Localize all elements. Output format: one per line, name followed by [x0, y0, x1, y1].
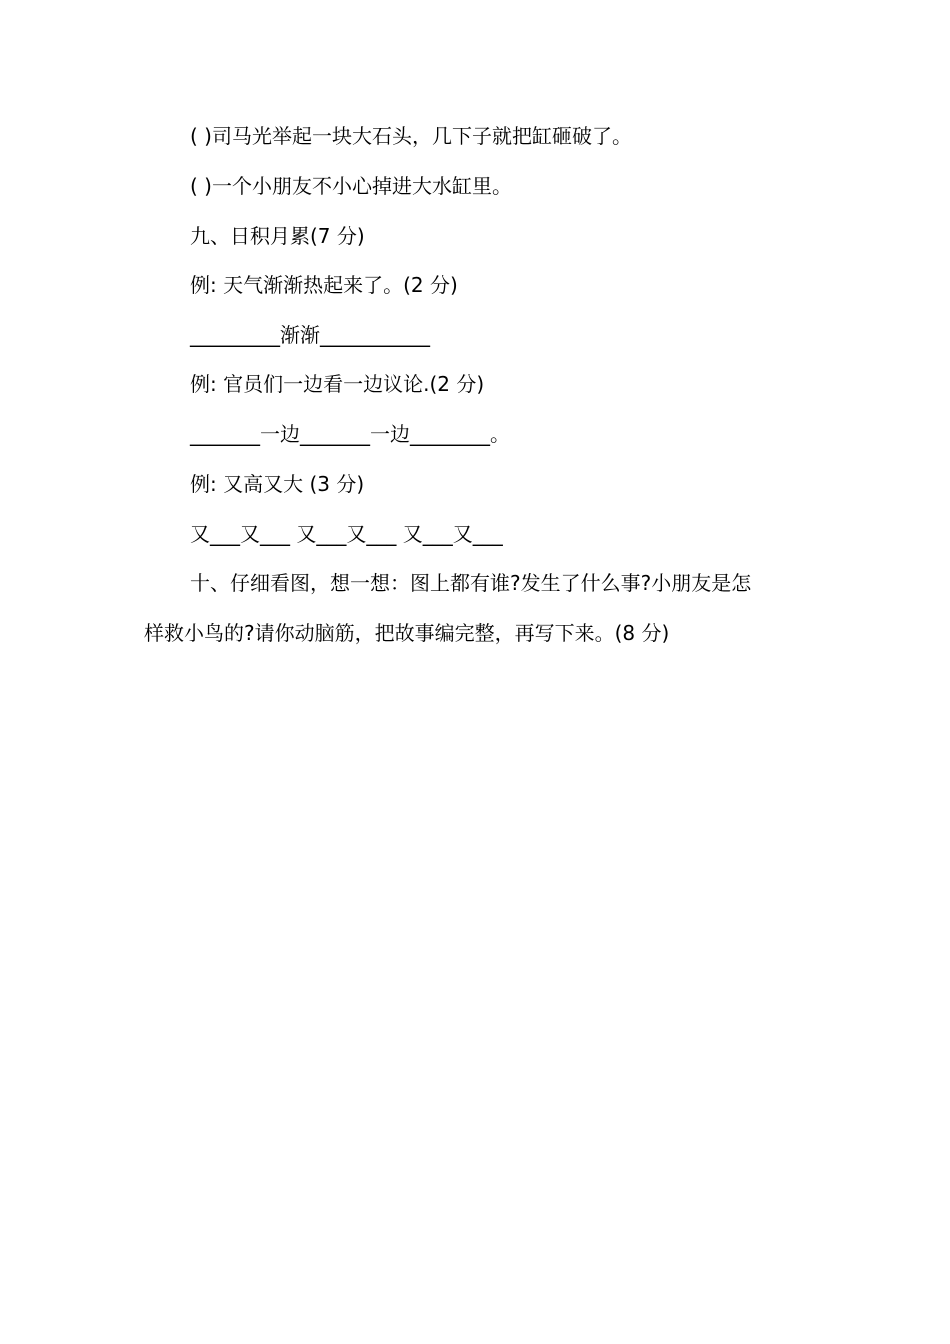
example-jianjian: 例: 天气渐渐热起来了。(2 分): [190, 273, 458, 297]
sequence-item-break-jar: ( )司马光举起一块大石头，几下子就把缸砸破了。: [190, 124, 632, 148]
section-ten-question: 十、仔细看图，想一想：图上都有谁?发生了什么事?小朋友是怎: [190, 571, 752, 595]
fill-blank-jianjian: _________渐渐___________: [190, 323, 430, 347]
section-nine-heading: 九、日积月累(7 分): [190, 224, 365, 248]
fill-blank-you: 又___又___ 又___又___ 又___又___: [190, 522, 503, 546]
sequence-item-fall-in-jar: ( )一个小朋友不小心掉进大水缸里。: [190, 174, 512, 198]
fill-blank-yibian: _______一边_______一边________。: [190, 422, 510, 446]
example-you-gao-you-da: 例: 又高又大 (3 分): [190, 472, 365, 496]
section-ten-question-continued: 样救小鸟的?请你动脑筋，把故事编完整，再写下来。(8 分): [144, 621, 670, 645]
example-yibian: 例: 官员们一边看一边议论.(2 分): [190, 372, 485, 396]
